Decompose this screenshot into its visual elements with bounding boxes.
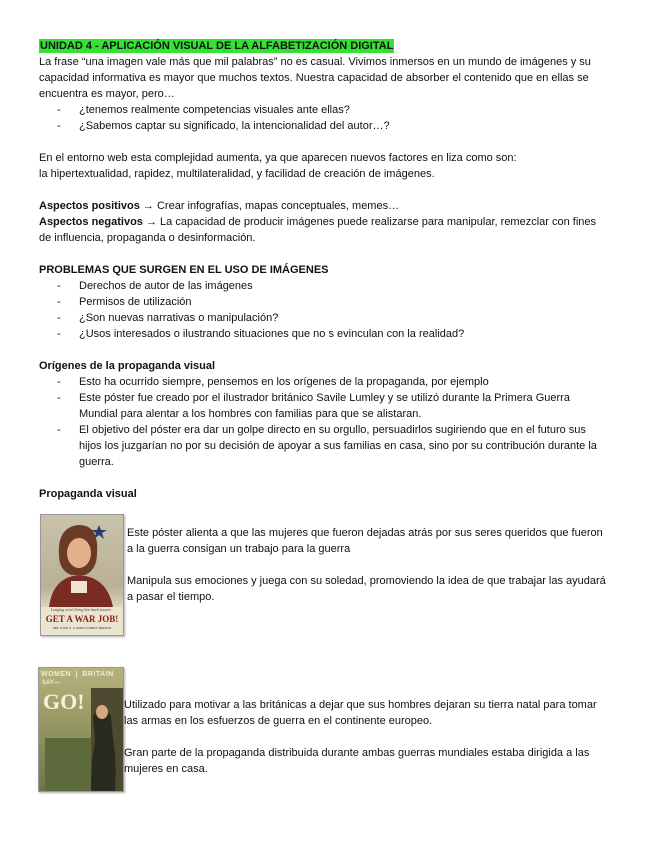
poster1-caption — [127, 525, 607, 605]
poster1-agency: SEE YOUR U. S. EMPLOYMENT SERVICE — [52, 626, 112, 630]
problems-list — [39, 278, 609, 342]
poster-women-of-britain — [38, 667, 124, 792]
poster2-caption — [124, 697, 606, 777]
positive-text: Crear infografías, mapas conceptuales, memes… — [156, 200, 400, 212]
poster2-line-1: WOMEN ❘ BRITAIN — [41, 671, 114, 678]
poster2-text-1: Utilizado para motivar a las británicas a dejar que sus hombres dejaran su tierra natal para tomar las armas en los esfuerzos de guerra en el continente europeo. — [124, 699, 597, 727]
poster1-text-1: Este póster alienta a que las mujeres que fueron dejadas atrás por sus seres queridos que fueron a la guerra consigan un trabajo para la guerra — [127, 527, 603, 555]
poster-get-a-war-job — [40, 514, 124, 636]
list-item: - ¿Usos interesados o ilustrando situaciones que no s evinculan con la realidad? — [39, 326, 609, 342]
origins-heading: Orígenes de la propaganda visual — [39, 360, 216, 372]
web-line-1: En el entorno web esta complejidad aumenta, ya que aparecen nuevos factores en liza como son: — [39, 152, 517, 164]
list-item: - ¿tenemos realmente competencias visuales ante ellas? — [39, 102, 609, 118]
poster2-text-2: Gran parte de la propaganda distribuida durante ambas guerras mundiales estaba dirigida a las mujeres en casa. — [124, 747, 590, 775]
positive-label: Aspectos positivos — [39, 200, 140, 212]
poster2-line-2: SAY— — [42, 680, 60, 686]
list-item: - Permisos de utilización — [39, 294, 609, 310]
origins-list — [39, 374, 609, 470]
problems-heading: PROBLEMAS QUE SURGEN EN EL USO DE IMÁGENES — [39, 264, 329, 276]
list-item: - Este póster fue creado por el ilustrador británico Savile Lumley y se utilizó durante la Primera Guerra Mundial para alentar a los hombres con familias para que se alistaran. — [39, 390, 609, 422]
intro-paragraph: La frase “una imagen vale más que mil palabras” no es casual. Vivimos inmersos en un mundo de imágenes y su capacidad informativa es mayor que muchos textos. Nuestra capacidad de absorber el contenido que en ellas se encuentra es mayor, pero… — [39, 56, 591, 100]
arrow-icon: → — [145, 216, 157, 228]
negative-text: La capacidad de producir imágenes puede realizarse para manipular, remezclar con fines de influencia, propaganda o desinformación. — [39, 216, 597, 244]
list-item: - Derechos de autor de las imágenes — [39, 278, 609, 294]
positive-aspects — [39, 198, 609, 214]
intro-bullets — [39, 102, 609, 134]
propaganda-heading: Propaganda visual — [39, 488, 137, 500]
arrow-icon: → — [142, 200, 154, 212]
list-item: - ¿Sabemos captar su significado, la intencionalidad del autor…? — [39, 118, 609, 134]
document-page — [39, 38, 609, 502]
unit-title: UNIDAD 4 - APLICACIÓN VISUAL DE LA ALFABETIZACIÓN DIGITAL — [40, 40, 394, 52]
poster2-big: GO! — [43, 689, 85, 714]
list-item: - Esto ha ocurrido siempre, pensemos en los orígenes de la propaganda, por ejemplo — [39, 374, 609, 390]
list-item: - El objetivo del póster era dar un golpe directo en su orgullo, persuadirlos sugiriendo que en el futuro sus hijos los juzgarían no por su decisión de apoyar a sus familias en casa, sino por su contribución durante la guerra. — [39, 422, 609, 470]
poster1-big-caption: GET A WAR JOB! — [45, 614, 119, 624]
negative-label: Aspectos negativos — [39, 216, 143, 228]
poster1-small-caption: Longing won't bring him back sooner... — [50, 607, 114, 612]
poster1-text-2: Manipula sus emociones y juega con su soledad, promoviendo la idea de que trabajar las ayudará a pasar el tiempo. — [127, 575, 606, 603]
negative-aspects — [39, 214, 609, 246]
web-line-2: la hipertextualidad, rapidez, multilateralidad, y facilidad de creación de imágenes. — [39, 168, 435, 180]
list-item: - ¿Son nuevas narrativas o manipulación? — [39, 310, 609, 326]
